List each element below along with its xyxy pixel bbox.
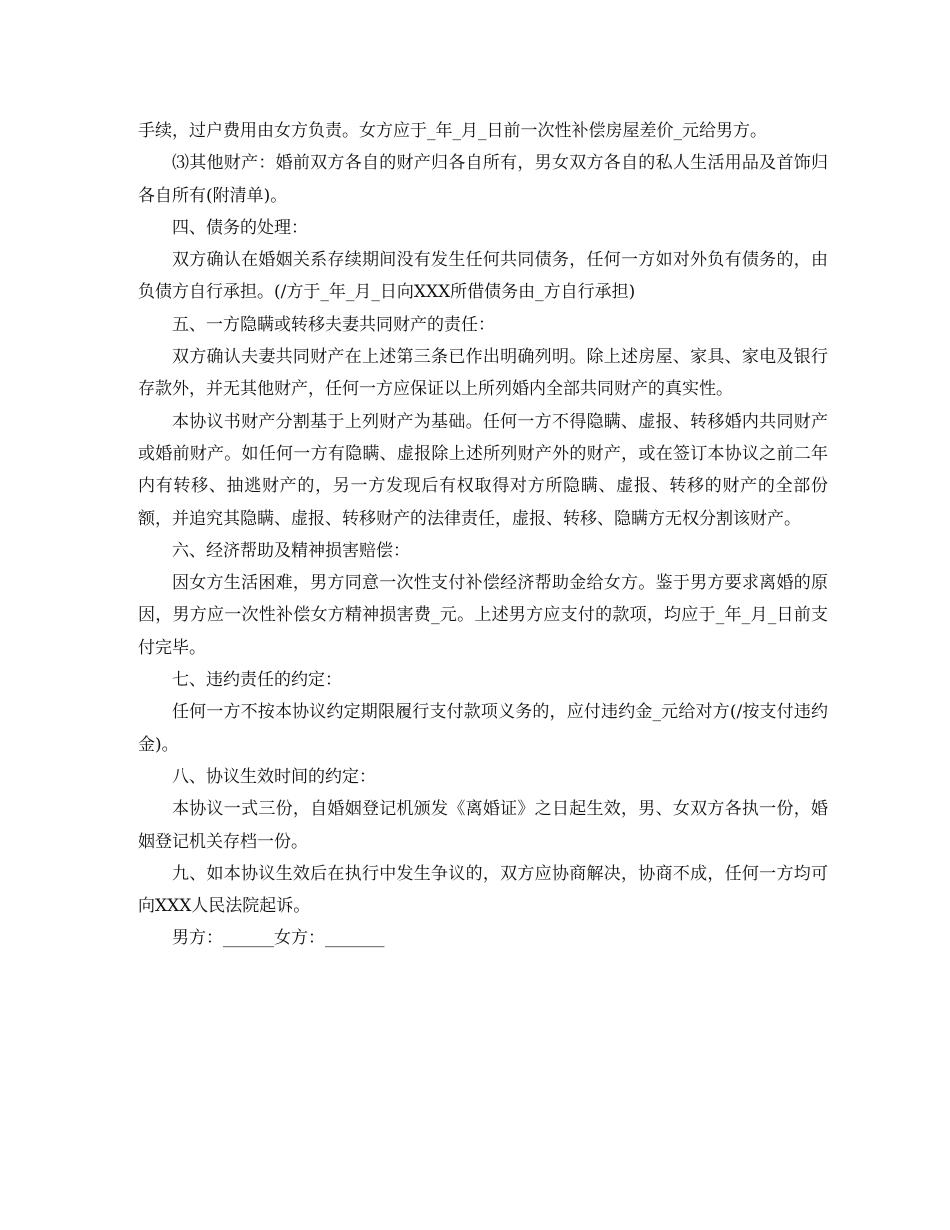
document-body — [138, 115, 828, 955]
section-heading-effective-time: 八、协议生效时间的约定： — [172, 766, 376, 787]
section-heading-breach: 七、违约责任的约定： — [172, 670, 342, 691]
paragraph-13: 本协议一式三份，自婚姻登记机颁发《离婚证》之日起生效，男、女双方各执一份，婚姻登记机关存档一份。 — [138, 799, 828, 852]
section-heading-disputes: 九、如本协议生效后在执行中发生争议的，双方应协商解决，协商不成，任何一方均可向XXX人民法院起诉。 — [138, 863, 828, 917]
paragraph-6: 双方确认夫妻共同财产在上述第三条已作出明确列明。除上述房屋、家具、家电及银行存款外，并无其他财产，任何一方应保证以上所列婚内全部共同财产的真实性。 — [138, 347, 828, 400]
section-heading-compensation: 六、经济帮助及精神损害赔偿： — [172, 540, 410, 561]
paragraph-11: 任何一方不按本协议约定期限履行支付款项义务的，应付违约金_元给对方(/按支付违约金)。 — [138, 702, 828, 755]
paragraph-4: 双方确认在婚姻关系存续期间没有发生任何共同债务，任何一方如对外负有债务的，由负债方自行承担。(/方于_年_月_日向XXX所借债务由_方自行承担) — [138, 250, 828, 303]
signature-line: 男方：______女方：_______ — [172, 928, 385, 949]
paragraph-2: ⑶其他财产：婚前双方各自的财产归各自所有，男女双方各自的私人生活用品及首饰归各自所有(附清单)。 — [138, 153, 828, 206]
paragraph-1: 手续，过户费用由女方负责。女方应于_年_月_日前一次性补偿房屋差价_元给男方。 — [138, 121, 767, 141]
section-heading-concealment: 五、一方隐瞒或转移夫妻共同财产的责任： — [172, 314, 495, 335]
section-heading-debts: 四、债务的处理： — [172, 217, 308, 238]
paragraph-7: 本协议书财产分割基于上列财产为基础。任何一方不得隐瞒、虚报、转移婚内共同财产或婚前财产。如任何一方有隐瞒、虚报除上述所列财产外的财产，或在签订本协议之前二年内有转移、抽逃财产的，另一方发现后有权取得对方所隐瞒、虚报、转移的财产的全部份额，并追究其隐瞒、虚报、转移财产的法律责任，虚报、转移、隐瞒方无权分割该财产。 — [138, 411, 828, 529]
paragraph-9: 因女方生活困难，男方同意一次性支付补偿经济帮助金给女方。鉴于男方要求离婚的原因，男方应一次性补偿女方精神损害费_元。上述男方应支付的款项，均应于_年_月_日前支付完毕。 — [138, 573, 828, 658]
